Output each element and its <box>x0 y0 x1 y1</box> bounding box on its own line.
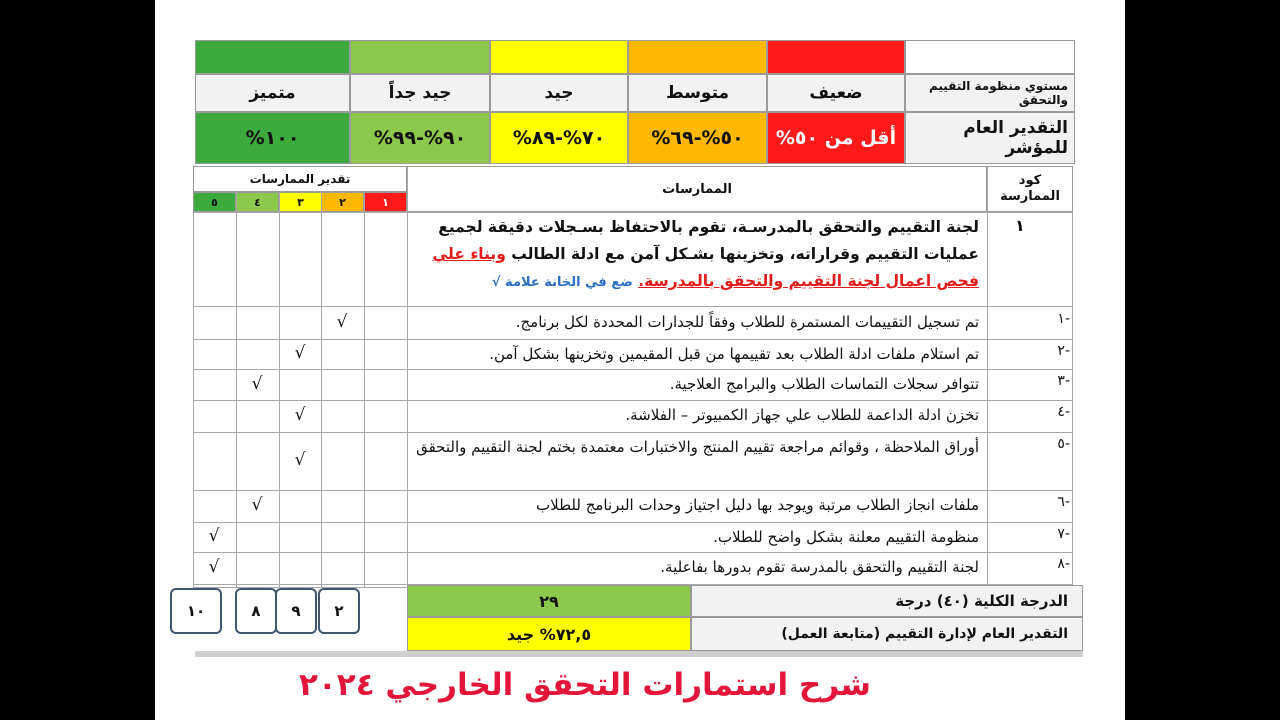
grid-col <box>321 192 322 588</box>
row-number: -٢ <box>1057 343 1070 359</box>
level-color-4 <box>767 40 905 74</box>
grid-col <box>236 192 237 588</box>
level-range: ٥٠%-٦٩% <box>628 112 767 164</box>
table-row: تم استلام ملفات ادلة الطلاب بعد تقييمها من قبل المقيمين وتخزينها بشكل آمن. <box>489 345 979 363</box>
score-box: ٢ <box>318 588 360 634</box>
grid-col <box>279 192 280 588</box>
level-name: جيد <box>490 74 628 112</box>
main-practice-text <box>411 214 979 304</box>
code-header: كود الممارسة <box>987 166 1073 212</box>
grid-col <box>407 166 408 588</box>
check-mark: √ <box>294 405 306 425</box>
grid-row <box>193 339 1073 340</box>
check-mark: √ <box>251 495 263 515</box>
grid-row <box>193 306 1073 307</box>
row-number: -٤ <box>1057 404 1070 420</box>
level-range: ٩٠%-٩٩% <box>350 112 490 164</box>
grid-col <box>364 192 365 588</box>
row-number: -٣ <box>1057 373 1070 389</box>
rating-scale-cell: ٤ <box>236 192 279 212</box>
check-mark: √ <box>294 450 306 470</box>
summary-bottom-strip <box>195 651 1083 657</box>
overall-value: ٧٢,٥% جيد <box>407 617 691 651</box>
grid-row <box>193 369 1073 370</box>
row-number: -٨ <box>1057 556 1070 572</box>
row-number: -٥ <box>1057 436 1070 452</box>
slide <box>155 0 1125 720</box>
header-blank <box>905 40 1075 74</box>
grid-col <box>987 166 988 588</box>
grid-row <box>193 432 1073 433</box>
score-box: ٨ <box>235 588 277 634</box>
rating-scale-cell: ٢ <box>321 192 364 212</box>
main-text-black: لجنة التقييم والتحقق بالمدرسـة، تقوم بالاحتفاظ بسـجلات دقيقة لجميع عمليات التقييم وقراراته، وتخزينها بشـكل آمن مع ادلة الطالب <box>438 218 979 263</box>
level-name: ضعيف <box>767 74 905 112</box>
grid-row <box>193 552 1073 553</box>
row-number: -١ <box>1057 311 1070 327</box>
level-name: متميز <box>195 74 350 112</box>
table-row: ملفات انجاز الطلاب مرتبة ويوجد بها دليل اجتياز وحدات البرنامج للطلاب <box>536 496 979 514</box>
level-name: جيد جداً <box>350 74 490 112</box>
table-row: منظومة التقييم معلنة بشكل واضح للطلاب. <box>713 528 979 546</box>
level-range: أقل من ٥٠% <box>767 112 905 164</box>
rating-scale-cell: ٥ <box>193 192 236 212</box>
grid-row <box>193 490 1073 491</box>
check-mark: √ <box>208 557 220 577</box>
table-row: تم تسجيل التقييمات المستمرة للطلاب وفقاً للجدارات المحددة لكل برنامج. <box>515 313 979 331</box>
rating-scale-cell: ١ <box>364 192 407 212</box>
rating-scale-cell: ٣ <box>279 192 322 212</box>
table-row: أوراق الملاحظة ، وقوائم مراجعة تقييم المنتج والاختبارات معتمدة بختم لجنة التقييم والتحقق <box>416 438 979 456</box>
table-row: لجنة التقييم والتحقق بالمدرسة تقوم بدورها بفاعلية. <box>660 558 979 576</box>
check-mark: √ <box>294 343 306 363</box>
level-color-1 <box>350 40 490 74</box>
score-box: ٩ <box>275 588 317 634</box>
main-text-red: وبناء علي فحص اعمال لجنة التقييم والتحقق بالمدرسة. <box>432 245 979 290</box>
total-value: ٢٩ <box>407 585 691 617</box>
overall-indicator-label: التقدير العام للمؤشر <box>905 112 1075 164</box>
table-row: تخزن ادلة الداعمة للطلاب علي جهاز الكمبيوتر – الفلاشة. <box>625 406 979 424</box>
total-label: الدرجة الكلية (٤٠) درجة <box>691 585 1083 617</box>
check-mark: √ <box>336 312 348 332</box>
main-text-blue: ضع في الخانة علامة √ <box>491 275 633 290</box>
table-row: تتوافر سجلات التماسات الطلاب والبرامج العلاجية. <box>669 375 979 393</box>
caption: شرح استمارات التحقق الخارجي ٢٠٢٤ <box>298 667 872 703</box>
level-color-0 <box>195 40 350 74</box>
level-name: متوسط <box>628 74 767 112</box>
grid-row <box>193 522 1073 523</box>
check-mark: √ <box>251 373 263 394</box>
level-range: ١٠٠% <box>195 112 350 164</box>
overall-eval-label: التقدير العام لإدارة التقييم (متابعة العمل) <box>691 617 1083 651</box>
main-practice-code: ١ <box>1015 216 1025 235</box>
check-mark: √ <box>208 526 220 546</box>
practices-header: الممارسات <box>407 166 987 212</box>
level-color-2 <box>490 40 628 74</box>
rating-header: تقدير الممارسات <box>193 166 407 192</box>
grid-row <box>193 212 1073 213</box>
row-number: -٦ <box>1057 494 1070 510</box>
level-range: ٧٠%-٨٩% <box>490 112 628 164</box>
row-number: -٧ <box>1057 526 1070 542</box>
header-title-cut: مستوي منظومة التقييم والتحقق <box>905 74 1075 112</box>
score-box: ١٠ <box>170 588 222 634</box>
level-color-3 <box>628 40 767 74</box>
grid-row <box>193 400 1073 401</box>
